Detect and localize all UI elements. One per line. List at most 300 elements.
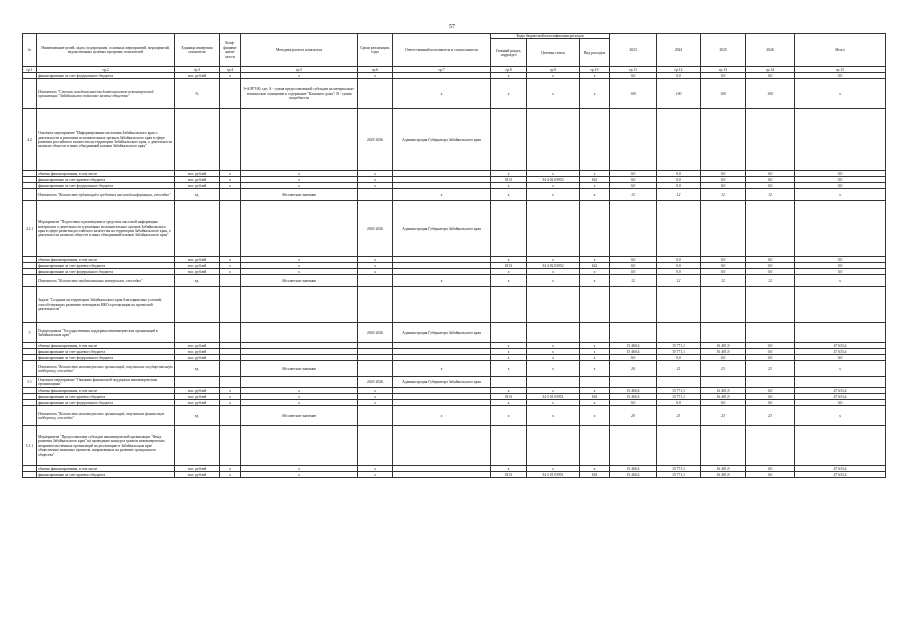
table-cell: 0,0 (657, 177, 701, 183)
table-cell: Администрация Губернатора Забайкальского края (393, 201, 491, 257)
table-cell: 622 (580, 263, 610, 269)
table-cell: 0,0 (610, 171, 657, 177)
table-cell: x (358, 183, 393, 189)
table-cell: x (527, 355, 580, 361)
table-cell: Абсолютное значение (241, 275, 358, 287)
table-cell: 0,0 (657, 73, 701, 79)
column-number: гр.2 (37, 67, 175, 73)
table-cell (358, 275, 393, 287)
table-cell: 16 401,9 (701, 466, 746, 472)
table-cell: x (795, 189, 886, 201)
table-row (23, 79, 886, 109)
table-cell (358, 189, 393, 201)
table-cell (610, 109, 657, 171)
table-cell (701, 323, 746, 343)
table-cell (491, 323, 527, 343)
table-cell (795, 426, 886, 466)
table-cell (701, 109, 746, 171)
table-cell (580, 377, 610, 388)
table-cell (175, 109, 220, 171)
table-cell (491, 109, 527, 171)
table-cell: Абсолютное значение (241, 406, 358, 426)
table-cell: Администрация Губернатора Забайкальского края (393, 377, 491, 388)
column-number: гр.7 (393, 67, 491, 73)
table-cell (358, 79, 393, 109)
table-cell (220, 323, 241, 343)
table-cell (527, 377, 580, 388)
table-cell: x (491, 466, 527, 472)
table-cell: 0,0 (746, 269, 795, 275)
table-cell: 0,0 (746, 183, 795, 189)
table-cell: x (358, 257, 393, 263)
table-cell: x (220, 269, 241, 275)
table-cell: 21 (657, 406, 701, 426)
table-cell (241, 201, 358, 257)
table-cell: ед. (175, 189, 220, 201)
header-responsible: Ответственный исполнитель и соисполнители (393, 34, 491, 67)
table-cell (358, 287, 393, 323)
table-cell (580, 287, 610, 323)
table-cell: тыс. рублей (175, 73, 220, 79)
table-cell (527, 323, 580, 343)
table-cell: Показатель "Количество некоммерческих организаций, получивших финансовую поддержку, ежегодно" (37, 406, 175, 426)
table-cell: x (241, 73, 358, 79)
table-cell: финансирование за счет краевого бюджета (37, 177, 175, 183)
table-cell (610, 201, 657, 257)
table-cell: 0113 (491, 177, 527, 183)
table-cell: 0,0 (795, 73, 886, 79)
table-cell: Показатель "Количество некоммерческих организаций, получивших государственную поддержку, ежегодно" (37, 361, 175, 377)
table-cell: x (580, 466, 610, 472)
table-cell: 47 633,4 (795, 349, 886, 355)
table-cell: 0,0 (795, 263, 886, 269)
table-cell: 0,0 (657, 257, 701, 263)
table-cell: x (491, 355, 527, 361)
table-cell: финансирование за счет краевого бюджета (37, 349, 175, 355)
table-cell: 12 (610, 275, 657, 287)
table-cell (746, 201, 795, 257)
header-budget-codes: Коды бюджетной классификации расходов (491, 34, 610, 39)
table-cell (580, 201, 610, 257)
table-cell: x (220, 472, 241, 478)
table-cell: x (580, 189, 610, 201)
table-cell: 0,0 (701, 269, 746, 275)
table-cell: 0,0 (746, 177, 795, 183)
table-cell: 0,0 (746, 73, 795, 79)
table-cell: 2023-2026 (358, 377, 393, 388)
table-cell: 0,0 (610, 257, 657, 263)
table-cell: x (241, 263, 358, 269)
table-cell: x (220, 466, 241, 472)
table-cell (657, 109, 701, 171)
table-cell: тыс. рублей (175, 388, 220, 394)
table-cell: x (795, 79, 886, 109)
table-cell (491, 377, 527, 388)
table-cell: x (580, 269, 610, 275)
table-cell: финансирование за счет федерального бюджета (37, 355, 175, 361)
table-cell: 47 633,4 (795, 472, 886, 478)
table-cell: x (491, 349, 527, 355)
table-cell: Подпрограмма "Государственная поддержка некоммерческих организаций в Забайкальском крае" (37, 323, 175, 343)
table-cell: 34 4 02 03952 (527, 263, 580, 269)
table-cell: x (241, 388, 358, 394)
table-cell: x (527, 388, 580, 394)
table-cell: ед. (175, 361, 220, 377)
table-cell: Основное мероприятие "Информирование населения Забайкальского края о деятельности и решениях исполнительных органов Забайкальского края в сфере развития российского казачества на территории Забайкальского края, о деятельности казачьих обществ и иных объединений казаков Забайкальского края" (37, 109, 175, 171)
column-number: гр.13 (701, 67, 746, 73)
header-no: № (23, 34, 37, 67)
header-2024: 2024 (657, 34, 701, 67)
table-cell: 47 633,4 (795, 388, 886, 394)
table-cell: x (241, 171, 358, 177)
table-cell: x (491, 361, 527, 377)
table-cell: x (358, 394, 393, 400)
table-cell (220, 361, 241, 377)
table-cell: финансирование за счет федерального бюджета (37, 400, 175, 406)
table-cell: 16 401,9 (701, 349, 746, 355)
table-cell: x (241, 183, 358, 189)
table-cell: 0,0 (746, 263, 795, 269)
table-cell: 12 (746, 189, 795, 201)
table-cell: x (220, 73, 241, 79)
table-cell: Основное мероприятие "Оказание финансовой поддержки некоммерческим организациям" (37, 377, 175, 388)
table-cell: 0,0 (795, 400, 886, 406)
table-cell: x (580, 349, 610, 355)
table-cell: 0,0 (701, 171, 746, 177)
table-row (23, 406, 886, 426)
header-total: Итого (795, 34, 886, 67)
table-cell: x (491, 183, 527, 189)
table-cell (610, 287, 657, 323)
table-cell: x (358, 73, 393, 79)
table-cell: тыс. рублей (175, 466, 220, 472)
table-row (23, 201, 886, 257)
header-terms: Сроки реализации, годы (358, 34, 393, 67)
table-cell: x (580, 388, 610, 394)
header-section: Главный раздел, подраздел (491, 39, 527, 67)
table-cell: 0,0 (795, 183, 886, 189)
table-cell: x (527, 343, 580, 349)
table-cell (580, 323, 610, 343)
table-cell: x (220, 394, 241, 400)
table-cell: 47 633,4 (795, 394, 886, 400)
table-cell (23, 79, 37, 109)
table-cell: 0,0 (657, 355, 701, 361)
table-cell: x (220, 388, 241, 394)
table-cell: 4.2.1 (23, 201, 37, 257)
header-article: Целевая статья (527, 39, 580, 67)
table-cell: x (795, 406, 886, 426)
column-number: гр.9 (527, 67, 580, 73)
table-cell (175, 323, 220, 343)
table-cell (795, 323, 886, 343)
table-cell: тыс. рублей (175, 257, 220, 263)
table-cell: 47 633,4 (795, 343, 886, 349)
table-cell: тыс. рублей (175, 269, 220, 275)
table-cell: x (220, 257, 241, 263)
table-cell (491, 426, 527, 466)
table-cell (358, 406, 393, 426)
table-cell (746, 109, 795, 171)
table-cell (220, 109, 241, 171)
table-cell (23, 406, 37, 426)
table-cell: x (393, 361, 491, 377)
table-cell: 23 (701, 361, 746, 377)
table-cell: x (795, 275, 886, 287)
table-row (23, 109, 886, 171)
table-cell: x (527, 349, 580, 355)
table-cell: 0,0 (746, 343, 795, 349)
table-cell: 34 4 02 03952 (527, 177, 580, 183)
table-cell: 0,0 (746, 472, 795, 478)
table-cell: % (175, 79, 220, 109)
table-cell: финансирование за счет федерального бюджета (37, 73, 175, 79)
table-cell (220, 275, 241, 287)
table-cell: 0,0 (701, 177, 746, 183)
table-cell (23, 275, 37, 287)
table-cell (657, 201, 701, 257)
table-cell (701, 201, 746, 257)
table-cell: x (358, 269, 393, 275)
table-cell: Показатель "Количество публикаций в средствах массовой информации, ежегодно" (37, 189, 175, 201)
table-row (23, 275, 886, 287)
table-cell: 15 460,4 (610, 388, 657, 394)
table-cell (220, 79, 241, 109)
table-cell: объемы финансирования, в том числе (37, 171, 175, 177)
table-cell: Показатель "Степень осведомленности деятельностью некоммерческой организации "Забайкальское войсковое казачье общество" (37, 79, 175, 109)
table-cell: 0,0 (610, 355, 657, 361)
table-cell: x (220, 177, 241, 183)
column-number: гр.4 (220, 67, 241, 73)
table-cell: x (491, 171, 527, 177)
table-cell: 15 771,1 (657, 349, 701, 355)
table-cell: 15 771,1 (657, 343, 701, 349)
column-number: гр.8 (491, 67, 527, 73)
table-cell: Показатель "Количество опубликованных материалов, ежегодно" (37, 275, 175, 287)
table-cell: 15 771,1 (657, 394, 701, 400)
table-cell: 5.1 (23, 377, 37, 388)
table-cell: x (220, 183, 241, 189)
table-cell: x (358, 388, 393, 394)
table-cell (701, 287, 746, 323)
table-cell (393, 426, 491, 466)
table-cell: x (393, 189, 491, 201)
table-cell (610, 377, 657, 388)
table-cell: 2023-2026 (358, 201, 393, 257)
table-cell: 16 401,9 (701, 388, 746, 394)
table-cell: 15 460,4 (610, 466, 657, 472)
table-cell: 0,0 (610, 269, 657, 275)
table-row (23, 323, 886, 343)
table-cell: Администрация Губернатора Забайкальского края (393, 323, 491, 343)
table-cell: x (358, 466, 393, 472)
table-cell (220, 406, 241, 426)
table-cell (746, 323, 795, 343)
table-cell (701, 377, 746, 388)
table-cell: x (393, 406, 491, 426)
column-number: гр.15 (795, 67, 886, 73)
table-cell: объемы финансирования, в том числе (37, 388, 175, 394)
table-cell: 15 460,4 (610, 472, 657, 478)
header-2026: 2026 (746, 34, 795, 67)
table-cell: объемы финансирования, в том числе (37, 466, 175, 472)
table-cell: I=A/B*100, где: А - сумма предоставленной субсидии на материально-технические оснащение и содержание "Казачьего дома"; В - сумма потребности (241, 79, 358, 109)
table-cell: тыс. рублей (175, 343, 220, 349)
table-cell: 100 (701, 79, 746, 109)
table-cell (657, 287, 701, 323)
table-cell: x (491, 269, 527, 275)
table-cell: x (241, 472, 358, 478)
column-number: гр.3 (175, 67, 220, 73)
table-cell: тыс. рублей (175, 400, 220, 406)
table-cell: 15 771,1 (657, 466, 701, 472)
table-cell: x (527, 183, 580, 189)
table-cell: 0,0 (795, 171, 886, 177)
table-cell: x (527, 73, 580, 79)
table-cell: 15 460,4 (610, 343, 657, 349)
table-cell: x (491, 257, 527, 263)
table-cell: x (580, 355, 610, 361)
table-cell (241, 287, 358, 323)
table-cell: x (220, 263, 241, 269)
table-cell: ед. (175, 275, 220, 287)
table-cell: 23 (746, 361, 795, 377)
table-cell (241, 323, 358, 343)
table-cell (241, 109, 358, 171)
table-cell: 20 (610, 361, 657, 377)
page-number: 57 (449, 24, 455, 30)
header-expense-type: Вид расходов (580, 39, 610, 67)
table-cell: 16 401,9 (701, 472, 746, 478)
table-cell (795, 377, 886, 388)
table-cell (220, 377, 241, 388)
table-cell: Задача "Создание на территории Забайкальского края благоприятных условий, способствующих развитию потенциала НКО и реализации их проектной деятельности" (37, 287, 175, 323)
table-cell: 0,0 (746, 400, 795, 406)
table-cell: 12 (657, 275, 701, 287)
table-cell: 12 (746, 275, 795, 287)
table-cell (241, 377, 358, 388)
table-cell: Абсолютное значение (241, 189, 358, 201)
table-row (23, 472, 886, 478)
table-cell: x (527, 361, 580, 377)
table-cell (23, 361, 37, 377)
table-cell (393, 287, 491, 323)
table-cell: x (393, 275, 491, 287)
table-cell (23, 189, 37, 201)
table-row (23, 426, 886, 466)
table-cell: x (527, 79, 580, 109)
table-cell: финансирование за счет федерального бюджета (37, 269, 175, 275)
table-cell: x (241, 400, 358, 406)
table-cell (491, 201, 527, 257)
table-cell: x (580, 171, 610, 177)
table-cell: 47 633,4 (795, 466, 886, 472)
table-cell: 100 (610, 79, 657, 109)
column-number: гр.6 (358, 67, 393, 73)
table-cell: 0,0 (610, 73, 657, 79)
table-cell: 0,0 (746, 349, 795, 355)
table-cell: объемы финансирования, в том числе (37, 257, 175, 263)
table-cell: финансирование за счет краевого бюджета (37, 263, 175, 269)
table-cell: 15 460,4 (610, 349, 657, 355)
table-cell (657, 426, 701, 466)
table-cell: 5.1.1 (23, 426, 37, 466)
table-cell: 0,0 (657, 269, 701, 275)
table-cell (610, 426, 657, 466)
table-cell (746, 377, 795, 388)
table-cell: 0,0 (657, 171, 701, 177)
table-row (23, 189, 886, 201)
table-cell: 16 401,9 (701, 394, 746, 400)
table-cell (241, 426, 358, 466)
table-cell: x (241, 269, 358, 275)
table-cell: 0,0 (746, 394, 795, 400)
table-cell: x (241, 257, 358, 263)
table-cell: x (795, 361, 886, 377)
column-number: гр.11 (610, 67, 657, 73)
table-cell: x (491, 189, 527, 201)
table-cell: 0113 (491, 472, 527, 478)
table-cell: 633 (580, 394, 610, 400)
table-cell: x (580, 183, 610, 189)
table-cell: 0,0 (746, 355, 795, 361)
table-cell: 15 460,4 (610, 394, 657, 400)
column-number: гр.14 (746, 67, 795, 73)
table-cell (580, 426, 610, 466)
table-cell: x (527, 171, 580, 177)
table-cell: 0,0 (657, 400, 701, 406)
table-cell: x (358, 400, 393, 406)
table-cell: 0113 (491, 263, 527, 269)
table-cell (580, 109, 610, 171)
table-cell: 12 (610, 189, 657, 201)
table-cell: x (220, 171, 241, 177)
table-cell: Абсолютное значение (241, 361, 358, 377)
table-cell: x (491, 388, 527, 394)
table-cell: 0,0 (701, 263, 746, 269)
table-cell (220, 426, 241, 466)
table-cell: Мероприятие "Предоставление субсидии некоммерческой организации "Фонд развития Забайкальского края" на проведение конкурса грантов некоммерческих неправительственных организаций на реализацию в Забайкальском крае общественно значимых проектов, направленных на развитие гражданского общества" (37, 426, 175, 466)
table-cell: x (527, 269, 580, 275)
table-cell (610, 323, 657, 343)
table-cell: x (491, 343, 527, 349)
header-method: Методика расчета показателя (241, 34, 358, 67)
table-cell: 0,0 (701, 183, 746, 189)
table-cell (795, 287, 886, 323)
table-cell: x (580, 79, 610, 109)
table-cell: 0,0 (746, 257, 795, 263)
table-cell (795, 109, 886, 171)
table-cell: 15 771,1 (657, 472, 701, 478)
table-cell: x (580, 275, 610, 287)
table-cell: 633 (580, 472, 610, 478)
table-cell (23, 472, 37, 478)
table-cell (175, 201, 220, 257)
table-cell: тыс. рублей (175, 171, 220, 177)
table-cell: 5 (23, 323, 37, 343)
table-row (23, 287, 886, 323)
table-cell: 0,0 (610, 177, 657, 183)
table-cell: 0,0 (610, 263, 657, 269)
table-cell: тыс. рублей (175, 349, 220, 355)
table-cell: 0,0 (746, 388, 795, 394)
table-cell: тыс. рублей (175, 394, 220, 400)
table-cell (175, 377, 220, 388)
table-cell: 0,0 (795, 269, 886, 275)
table-cell: Администрация Губернатора Забайкальского края (393, 109, 491, 171)
header-2023: 2023 (610, 34, 657, 67)
table-body (23, 73, 886, 478)
